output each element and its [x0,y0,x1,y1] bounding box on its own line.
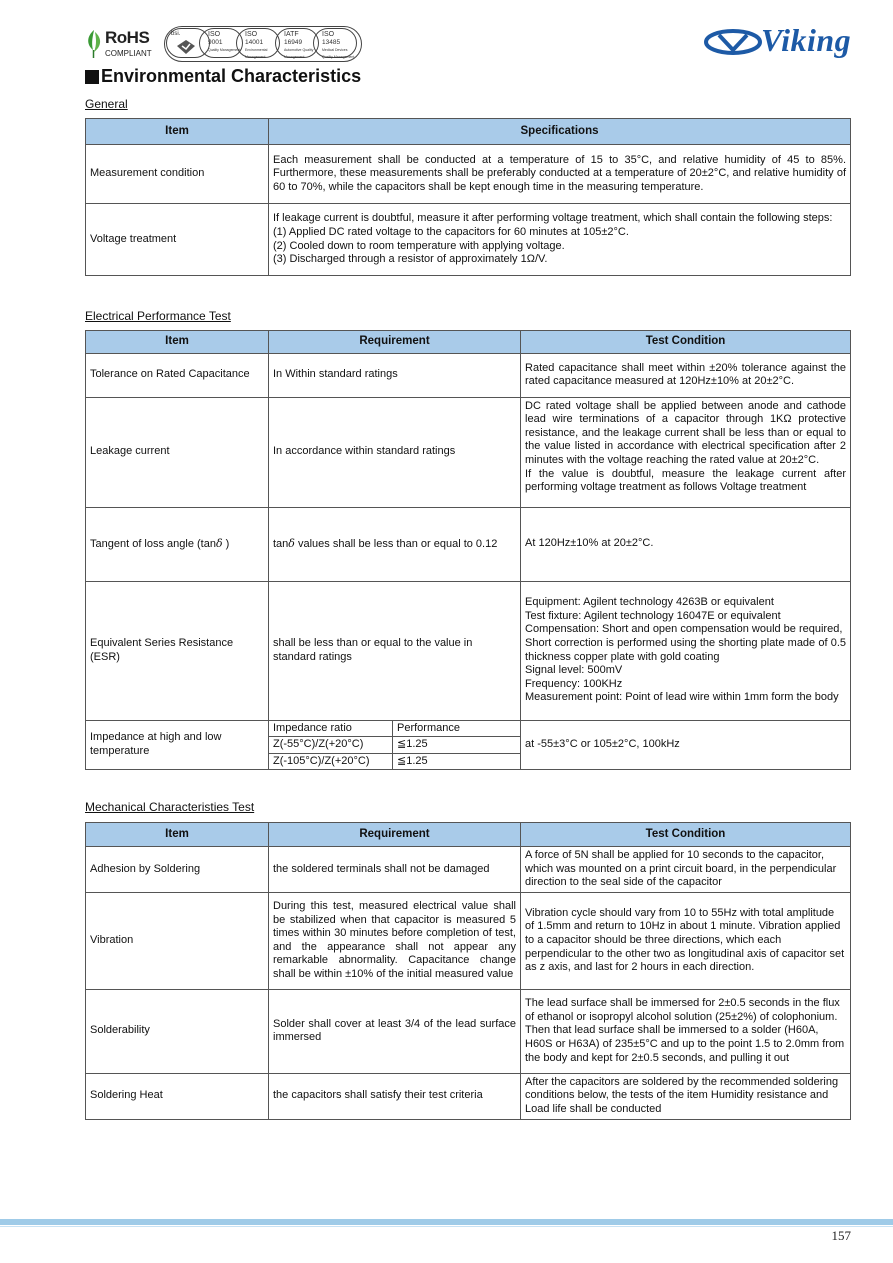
col-header-requirement: Requirement [269,331,521,354]
page-title: Environmental Characteristics [85,66,361,87]
bsi-label: bsi. [171,31,181,37]
table-row: Tangent of loss angle (tanδ ) tanδ values shall be less than or equal to 0.12 At 120Hz±10% at 20±2°C. [86,507,851,581]
table-row: Adhesion by Soldering the soldered terminals shall not be damaged A force of 5N shall be applied for 10 seconds to the capacitor, which was mounted on a print circuit board, in the perpendicular direction to the seal side of the capacitor [86,847,851,893]
table-row: Z(-55°C)/Z(+20°C) ≦1.25 [86,737,851,754]
table-row: Equivalent Series Resistance (ESR) shall be less than or equal to the value in standard ratings Equipment: Agilent technology 4263B or equivalent Test fixture: Agilent technology 16047E or equivalent Compensation: Short and open compensation would be required, Short correction is performed using the shorting plate made of 0.5 thickness copper plate with gold coating Signal level: 500mV Frequency: 100KHz Measurement point: Point of lead wire within 1mm form the body [86,581,851,720]
table-row: Solderability Solder shall cover at least 3/4 of the lead surface immersed The lead surface shall be immersed for 2±0.5 seconds in the flux of ethanol or isopropyl alcohol solution (25±2%) of colophonium. Then that lead surface shall be immersed to a solder (H60A, H60S or H63A) of 235±5°C and up to the point 1.5 to 2.0mm from the body and kept for 2±0.5 seconds, and pulling it out [86,989,851,1073]
col-header-item: Item [86,331,269,354]
page-number: 157 [831,1228,851,1243]
brand-name: Viking [761,22,852,58]
certification-badges [164,26,362,62]
rohs-badge [85,28,157,60]
rohs-subtitle: COMPLIANT [105,49,152,58]
general-table [85,118,851,276]
col-header-test-condition: Test Condition [521,823,851,847]
section-electrical-heading: Electrical Performance Test [85,309,231,323]
table-row: Leakage current In accordance within standard ratings DC rated voltage shall be applied between anode and cathode lead wire terminations of a capacitor through 1KΩ protective resistance, and the leakage current shall be less than or equal to the value listed in accordance with electrical specification after 2 minutes with the voltage reaching the rated value at 20±2°C. If the value is doubtful, measure the leakage current after performing voltage treatment as follows Voltage treatment [86,397,851,507]
table-row: Tolerance on Rated Capacitance In Within standard ratings Rated capacitance shall meet within ±20% tolerance against the rated capacitance measured at 120Hz±10% at 20±2°C. [86,353,851,397]
table-row: Impedance at high and low temperature Impedance ratio Performance at -55±3°C or 105±2°C, 100kHz [86,720,851,737]
viking-logo [703,24,853,60]
table-row: Vibration During this test, measured electrical value shall be stabilized when that capacitor is measured 5 times within 30 minutes before completion of test, and the appearance shall not appear any remarkable abnormality. Capacitance change shall be within ±10% of the initial measured value Vibration cycle should vary from 10 to 55Hz with total amplitude of 1.5mm and return to 10Hz in about 1 minute. Vibration applied to a capacitor should be three directions, which each perpendicular to the other two as longitudinal axis of capacitor set as z axis, and last for 2 hours in each direction. [86,892,851,989]
section-mechanical-heading: Mechanical Characteristies Test [85,800,255,814]
cert-iso14001: ISO 14001 Environmental Management [236,28,280,58]
col-header-item: Item [86,119,269,145]
rohs-title: RoHS [105,28,150,47]
footer-rule [0,1226,893,1227]
cert-iso9001: ISO 9001 Quality Management [199,28,243,58]
col-header-requirement: Requirement [269,823,521,847]
title-square-icon [85,70,99,84]
section-general-heading: General [85,97,128,111]
leaf-icon [85,28,103,58]
footer-band [0,1219,893,1225]
col-header-test-condition: Test Condition [521,331,851,354]
col-header-spec: Specifications [269,119,851,145]
cert-iso13485: ISO 13485 Medical Devices Quality Management [313,28,357,58]
mechanical-table [85,822,851,1120]
col-header-item: Item [86,823,269,847]
table-row: Soldering Heat the capacitors shall satisfy their test criteria After the capacitors are soldered by the recommended soldering conditions below, the tests of the item Humidity resistance and Load life shall be conducted [86,1073,851,1119]
electrical-table [85,330,851,770]
table-row: Voltage treatment If leakage current is doubtful, measure it after performing voltage treatment, which shall contain the following steps: (1) Applied DC rated voltage to the capacitors for 60 minutes at 105±2°C. (2) Cooled down to room temperature with applying voltage. (3) Discharged through a resistor of approximately 1Ω/V. [86,204,851,276]
page-header [85,24,853,64]
viking-swoosh-icon [703,26,763,58]
table-row: Measurement condition Each measurement shall be conducted at a temperature of 15 to 35°C, and relative humidity of 45 to 85%. Furthermore, these measurements shall be preferably conducted at a temperature of 20±2°C, and relative humidity of 60 to 70%, while the capacitors shall be kept enough time in the measuring temperature. [86,145,851,204]
cert-iatf16949: IATF 16949 Automotive Quality Management [275,28,319,58]
bsi-kitemark-icon [175,38,197,56]
table-row: Z(-105°C)/Z(+20°C) ≦1.25 [86,753,851,770]
